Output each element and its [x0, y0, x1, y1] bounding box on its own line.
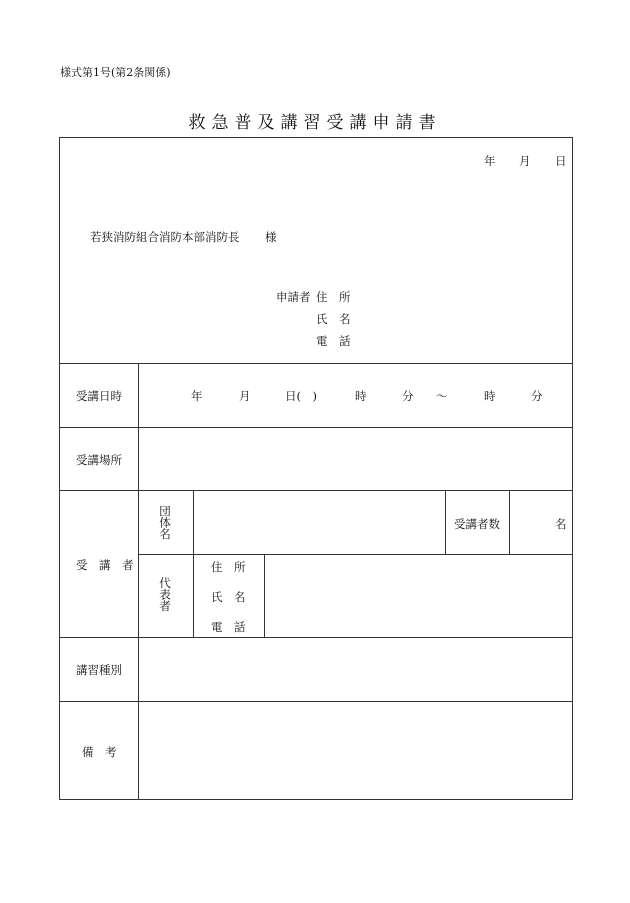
datetime-end-minute: 分: [531, 389, 543, 403]
date-month-label: 月: [519, 154, 531, 168]
datetime-start-hour: 時: [355, 389, 367, 403]
datetime-year: 年: [191, 389, 203, 403]
group-name-label: 団体名: [158, 505, 172, 540]
column-divider: [193, 490, 194, 638]
date-year-label: 年: [484, 154, 496, 168]
datetime-start-minute: 分: [402, 389, 414, 403]
row-divider: [138, 554, 573, 555]
applicant-name-label: 氏 名: [316, 312, 351, 326]
remarks-row-label: 備 考: [82, 745, 117, 759]
addressee-name: 若狭消防組合消防本部消防長: [90, 230, 240, 244]
rep-name-label: 氏 名: [211, 590, 246, 604]
datetime-end-hour: 時: [484, 389, 496, 403]
column-divider: [264, 554, 265, 638]
date-day-label: 日: [555, 154, 567, 168]
form-number-label: 様式第1号(第2条関係): [60, 66, 171, 79]
document-title: 救急普及講習受講申請書: [188, 113, 442, 133]
attendee-count-unit: 名: [555, 517, 567, 531]
datetime-day: 日( ): [285, 389, 317, 403]
rep-address-label: 住 所: [211, 560, 246, 574]
applicant-address-label: 住 所: [316, 290, 351, 304]
place-row-label: 受講場所: [76, 453, 122, 467]
datetime-month: 月: [239, 389, 251, 403]
table-border-bottom: [59, 799, 573, 800]
row-divider: [59, 490, 573, 491]
datetime-range-tilde: 〜: [436, 389, 448, 403]
representative-label: 代表者: [158, 577, 172, 612]
addressee-honorific: 様: [265, 230, 277, 244]
column-divider: [445, 490, 446, 555]
row-divider: [59, 427, 573, 428]
table-border-top: [59, 137, 573, 138]
label-column-divider: [138, 363, 139, 800]
rep-phone-label: 電 話: [211, 620, 246, 634]
row-divider: [59, 363, 573, 364]
row-divider: [59, 701, 573, 702]
course-type-row-label: 講習種別: [76, 663, 122, 677]
attendee-row-label: 受 講 者: [76, 558, 134, 572]
applicant-prefix: 申請者: [276, 290, 311, 304]
datetime-row-label: 受講日時: [76, 389, 122, 403]
row-divider: [59, 637, 573, 638]
column-divider: [509, 490, 510, 555]
applicant-phone-label: 電 話: [316, 334, 351, 348]
attendee-count-label: 受講者数: [454, 517, 500, 531]
